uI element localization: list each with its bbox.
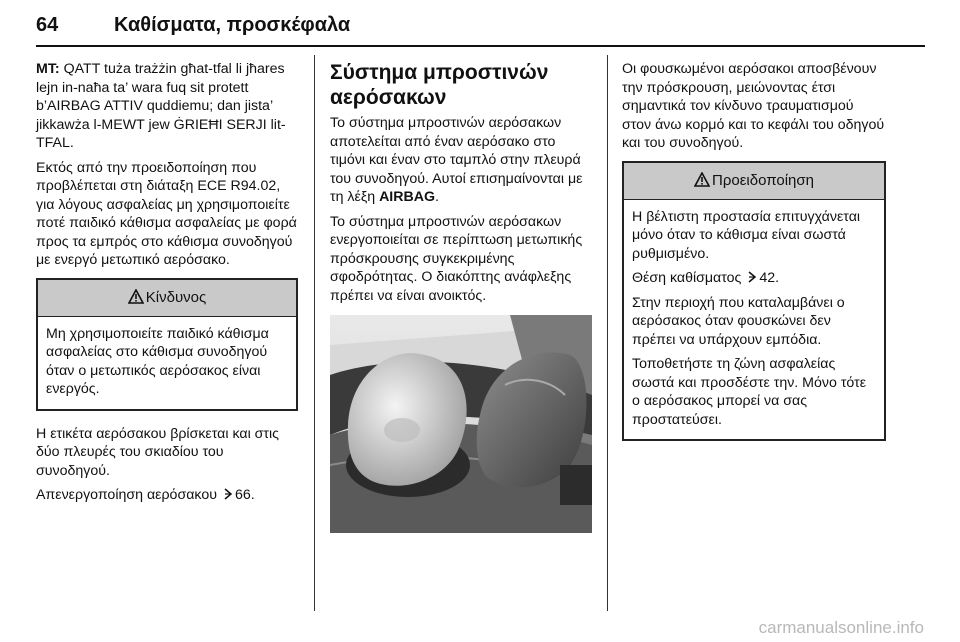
mt-label: MT:	[36, 61, 60, 77]
maltese-warning	[36, 60, 298, 153]
seat-position-text: Θέση καθίσματος	[632, 270, 742, 286]
watermark: carmanualsonline.info	[758, 618, 924, 637]
seat-position-ref	[632, 269, 876, 288]
danger-box	[36, 278, 298, 411]
deactivation-text: Απενεργοποίηση αερόσακου	[36, 487, 217, 503]
warning-text-3: Στην περιοχή που καταλαμβάνει ο αερόσακος όταν φουσκώνει δεν πρέπει να υπάρχουν εμπόδια.	[632, 294, 845, 348]
seat-position-page-ref[interactable]: 42.	[759, 270, 780, 286]
warning-box-header	[624, 163, 884, 200]
danger-box-text: Μη χρησιμοποιείτε παιδικό κάθισμα ασφαλείας στο κάθισμα συνοδηγού όταν ο μετωπικός αερόσακος είναι ενεργός.	[46, 325, 269, 397]
airbag-system-text: Το σύστημα μπροστινών αερόσακων αποτελείται από έναν αερόσακο στο τιμόνι και έναν στο ταμπλό στην πλευρά του συνοδηγού. Αυτοί επισημαίνονται με τη λέξη	[330, 115, 583, 205]
page-title: Καθίσματα, προσκέφαλα	[114, 14, 351, 36]
column-divider-1	[314, 55, 315, 611]
danger-box-title: Κίνδυνος	[145, 288, 207, 306]
warning-text-1: Η βέλτιστη προστασία επιτυγχάνεται μόνο όταν το κάθισμα είναι σωστά ρυθμισμένο.	[632, 208, 861, 262]
airbag-illustration	[330, 315, 592, 533]
column-1	[36, 60, 298, 511]
page-header	[36, 14, 350, 37]
airbag-deployment-image	[330, 315, 592, 533]
page-number: 64	[36, 14, 59, 36]
deactivation-page-ref[interactable]: 66.	[234, 487, 255, 503]
airbag-system-end: .	[435, 189, 439, 205]
warning-text-4: Τοποθετήστε τη ζώνη ασφαλείας σωστά και προσδέστε την. Μόνο τότε ο αερόσακος μπορεί να σας προστατεύσει.	[632, 356, 867, 428]
inflated-airbags-paragraph: Οι φουσκωμένοι αερόσακοι αποσβένουν την πρόσκρουση, μειώνοντας έτσι σημαντικά τον κίνδυνο τραυματισμού στον άνω κορμό και το κεφάλι του οδηγού και του συνοδηγού.	[622, 61, 885, 151]
ece-paragraph: Εκτός από την προειδοποίηση που προβλέπεται στη διάταξη ECE R94.02, για λόγους ασφαλείας μη χρησιμοποιείτε ποτέ παιδικό κάθισμα ασφαλείας με φορά προς τα εμπρός στο κάθισμα συνοδηγού με ενεργό μετωπικό αερόσακο.	[36, 159, 297, 268]
danger-box-header	[38, 280, 296, 317]
page-reference-icon	[747, 271, 757, 283]
airbag-system-paragraph	[330, 114, 594, 207]
column-3	[622, 60, 886, 455]
warning-triangle-icon	[128, 289, 144, 304]
warning-triangle-icon	[694, 172, 710, 187]
airbag-deactivation-ref	[36, 486, 298, 505]
column-2	[330, 60, 594, 533]
warning-box	[622, 161, 886, 442]
column-divider-2	[607, 55, 608, 611]
section-heading: Σύστημα μπροστινών αερόσακων	[330, 61, 549, 109]
warning-box-title: Προειδοποίηση	[712, 171, 814, 189]
airbag-word: AIRBAG	[379, 189, 436, 205]
label-location-paragraph: Η ετικέτα αερόσακου βρίσκεται και στις δύο πλευρές του σκιαδίου του συνοδηγού.	[36, 425, 280, 479]
header-rule	[36, 45, 925, 47]
page-reference-icon	[223, 488, 233, 500]
mt-text: QATT tuża trażżin għat-tfal li jħares lejn in-naħa ta’ wara fuq sit protett b’AIRBAG ATTIV quddiemu; dan jista’ jikkawża l-MEWT jew ĠRIEĦI SERJI lit-TFAL.	[36, 61, 286, 151]
activation-paragraph: Το σύστημα μπροστινών αερόσακων ενεργοποιείται σε περίπτωση μετωπικής πρόσκρουσης συγκεκριμένης σφοδρότητας. Ο διακόπτης ανάφλεξης πρέπει να είναι ανοικτός.	[330, 213, 583, 304]
